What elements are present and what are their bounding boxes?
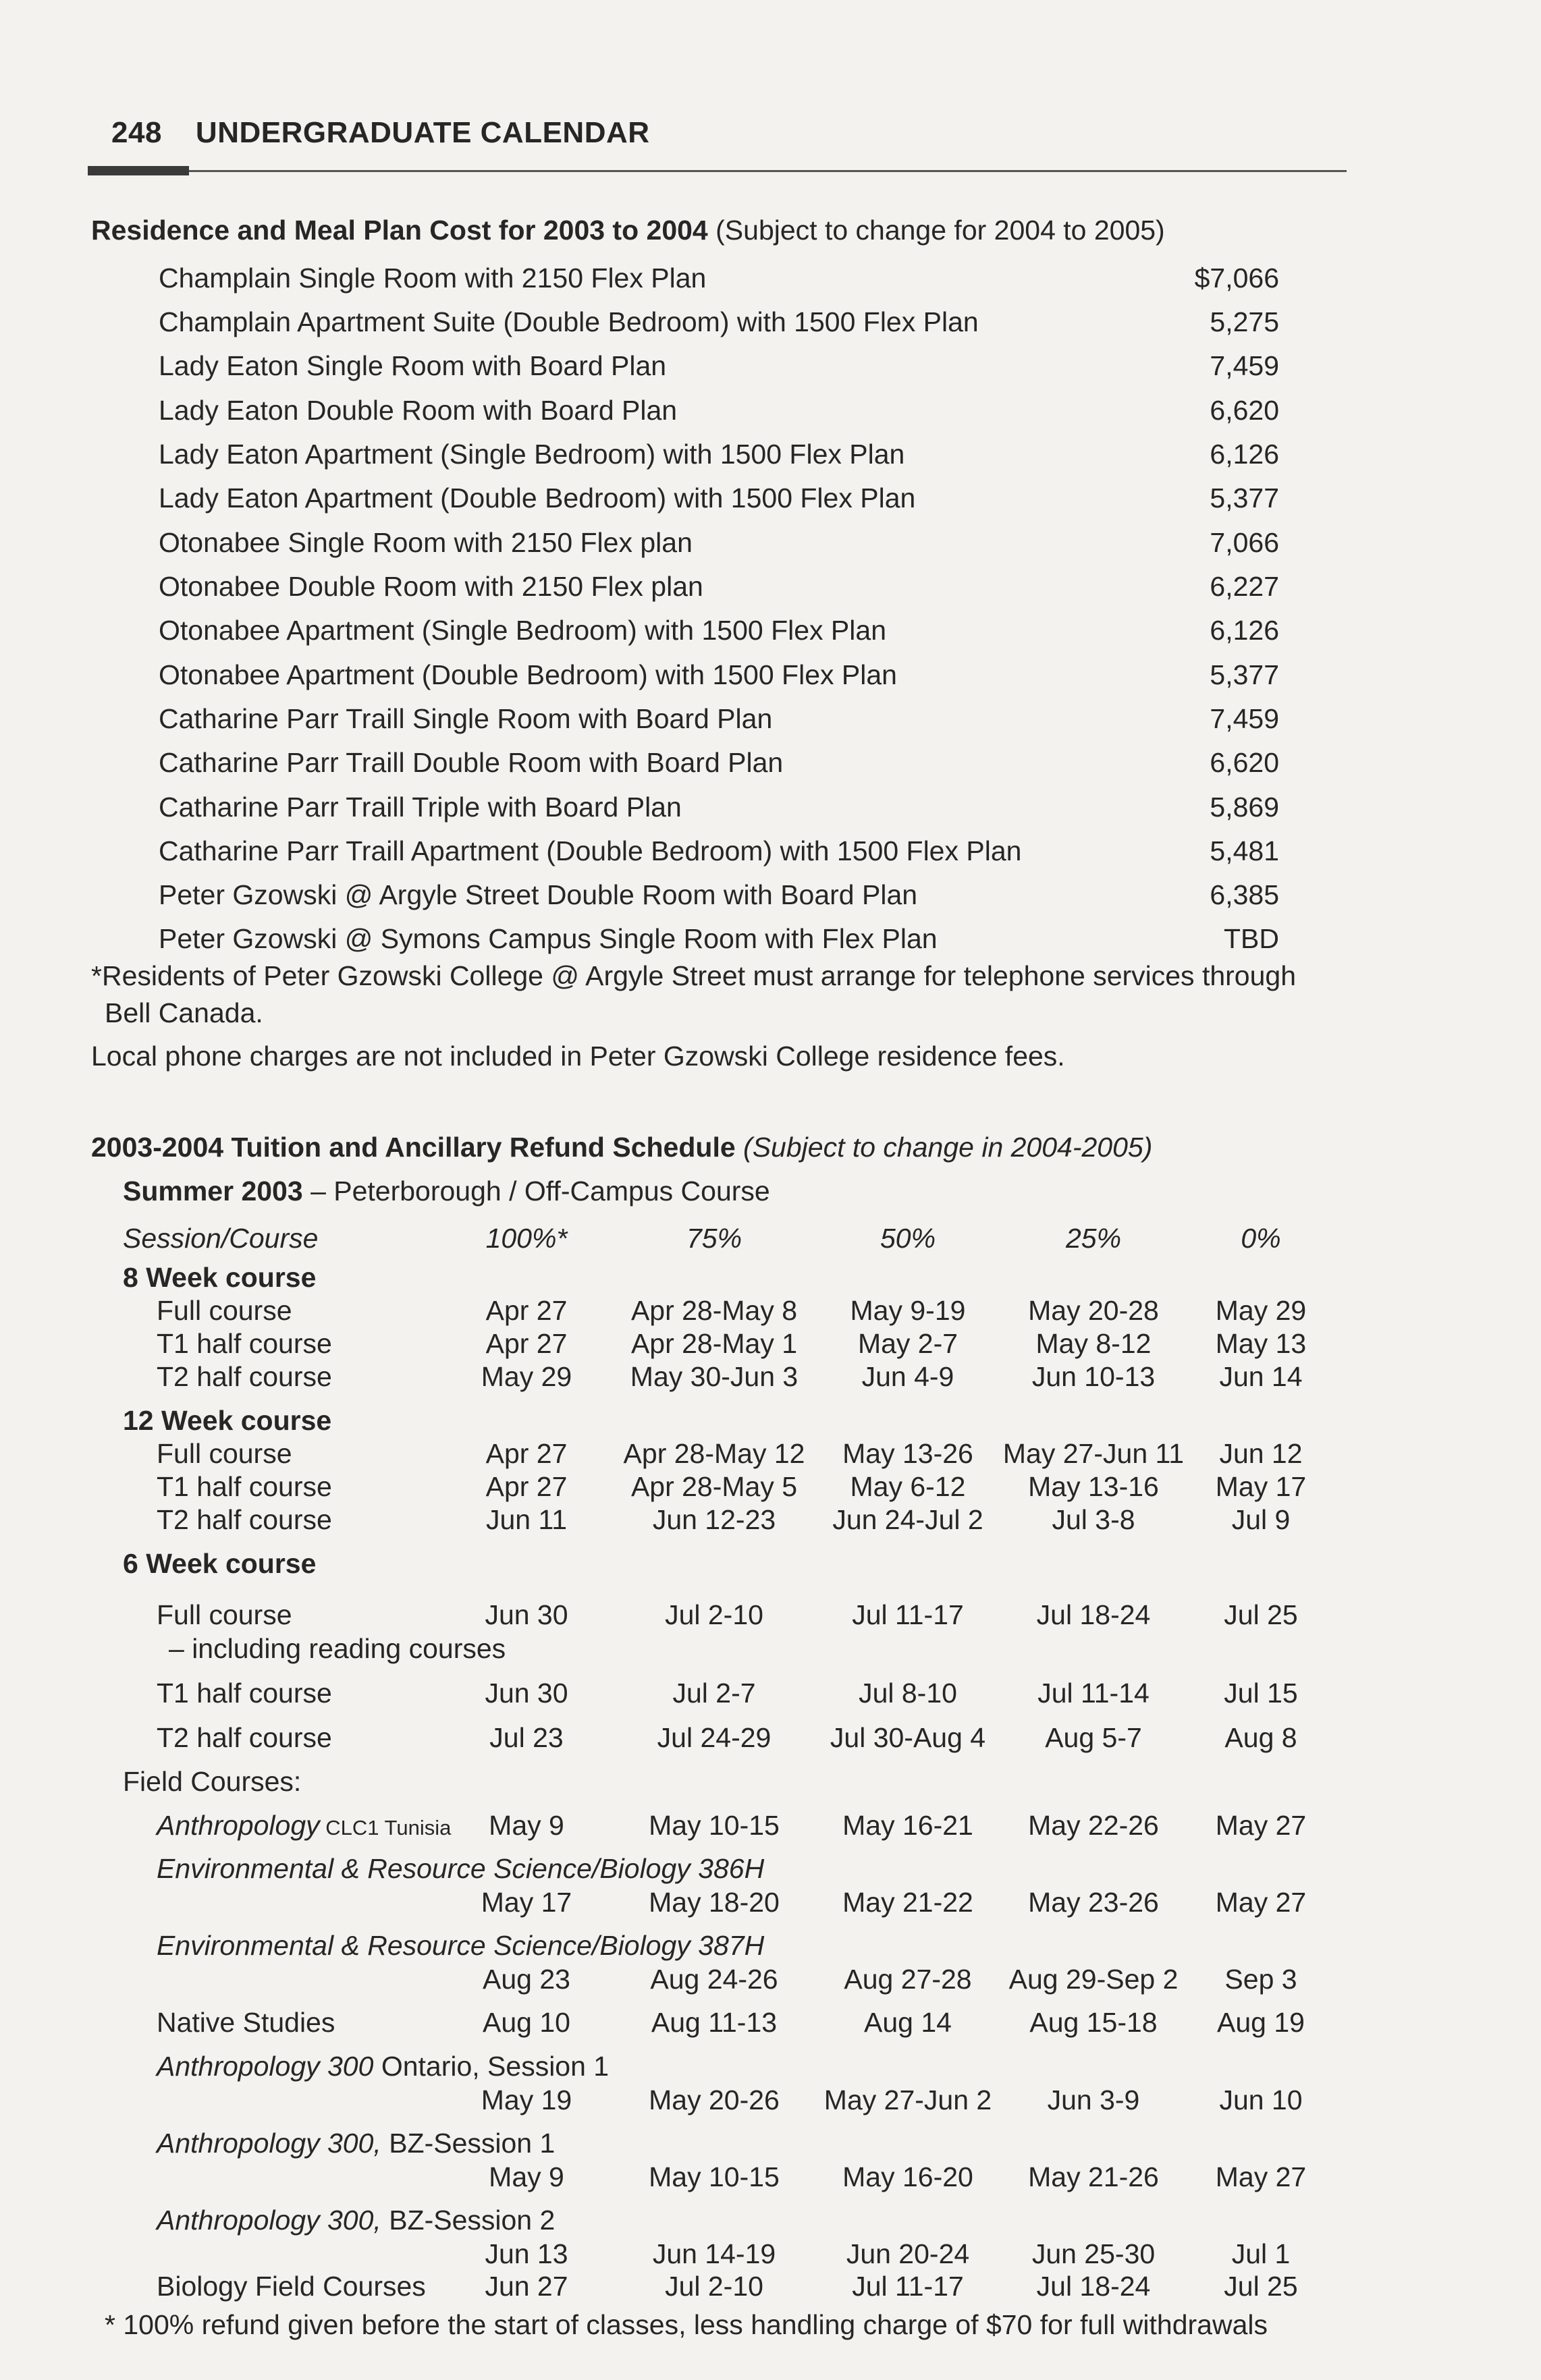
residence-row — [159, 522, 1279, 563]
refund-date: Jun 11 — [485, 1504, 568, 1535]
field-course-italic: Anthropology 300, — [157, 2128, 381, 2159]
refund-date: May 20-26 — [649, 2084, 780, 2115]
residence-label: Lady Eaton Apartment (Single Bedroom) with 1500 Flex Plan — [159, 439, 905, 470]
refund-date: Jun 14-19 — [652, 2238, 776, 2269]
residence-cost: 6,227 — [1210, 571, 1279, 602]
residence-label: Peter Gzowski @ Argyle Street Double Room with Board Plan — [159, 879, 918, 910]
refund-date: May 10-15 — [649, 2161, 780, 2192]
residence-row — [159, 918, 1279, 959]
field-course-label — [157, 1929, 764, 1962]
course-type-label: Full course — [157, 1438, 292, 1469]
field-course-label: Native Studies — [157, 2007, 335, 2038]
residence-label: Otonabee Double Room with 2150 Flex plan — [159, 571, 703, 602]
col-0: 0% — [1241, 1223, 1281, 1254]
residence-cost: $7,066 — [1194, 262, 1279, 294]
refund-date: Aug 14 — [864, 2007, 952, 2038]
course-type-label: Full course — [157, 1295, 292, 1326]
field-course-italic: Environmental & Resource Science/Biology 387H — [157, 1930, 765, 1961]
refund-date: Jun 27 — [485, 2271, 568, 2302]
residence-row — [159, 390, 1279, 431]
group-title-w6: 6 Week course — [123, 1548, 317, 1579]
refund-date: Jul 3-8 — [1052, 1504, 1135, 1535]
refund-date: Jun 4-9 — [861, 1361, 954, 1392]
page-number: 248 — [111, 116, 162, 149]
refund-date: Jul 23 — [489, 1722, 564, 1753]
refund-date: May 27 — [1215, 1887, 1307, 1918]
residence-row — [159, 258, 1279, 298]
residence-label: Catharine Parr Traill Apartment (Double Bedroom) with 1500 Flex Plan — [159, 835, 1022, 866]
refund-title-note: (Subject to change in 2004-2005) — [743, 1132, 1153, 1163]
refund-date: Jul 25 — [1224, 1599, 1298, 1630]
residence-cost: 7,459 — [1210, 350, 1279, 381]
residence-label: Peter Gzowski @ Symons Campus Single Room with Flex Plan — [159, 923, 938, 954]
refund-date: Jun 25-30 — [1031, 2238, 1156, 2269]
residence-cost: 7,459 — [1210, 703, 1279, 734]
refund-date: May 22-26 — [1028, 1810, 1159, 1841]
col-50: 50% — [880, 1223, 936, 1254]
refund-date: Jul 24-29 — [657, 1722, 772, 1753]
refund-date: Jun 30 — [485, 1678, 568, 1709]
refund-date: Jun 10 — [1219, 2084, 1303, 2115]
course-type-label: T1 half course — [157, 1471, 332, 1502]
summer-heading-bold: Summer 2003 — [123, 1175, 303, 1207]
refund-title — [91, 1132, 1152, 1163]
residence-row — [159, 698, 1279, 739]
col-25: 25% — [1065, 1223, 1122, 1254]
course-type-label: Full course — [157, 1599, 292, 1630]
refund-date: Aug 8 — [1224, 1722, 1297, 1753]
refund-date: May 16-20 — [842, 2161, 973, 2192]
refund-date: May 17 — [481, 1887, 572, 1918]
residence-title-bold: Residence and Meal Plan Cost for 2003 to 2004 — [91, 215, 708, 246]
residence-cost: 7,066 — [1210, 527, 1279, 558]
field-course-italic: Anthropology 300, — [157, 2205, 381, 2236]
refund-date: May 29 — [1215, 1295, 1307, 1326]
refund-date: Jul 2-7 — [672, 1678, 756, 1709]
refund-date: May 21-26 — [1028, 2161, 1159, 2192]
residence-cost: 6,126 — [1210, 615, 1279, 646]
refund-date: May 21-22 — [842, 1887, 973, 1918]
course-type-label: T2 half course — [157, 1504, 332, 1535]
field-course-location: CLC1 Tunisia — [319, 1816, 452, 1839]
residence-label: Lady Eaton Single Room with Board Plan — [159, 350, 667, 381]
refund-date: Jun 12-23 — [652, 1504, 776, 1535]
refund-date: Jul 15 — [1224, 1678, 1298, 1709]
course-type-label: T1 half course — [157, 1678, 332, 1709]
residence-cost: 6,126 — [1210, 439, 1279, 470]
refund-date: Apr 27 — [485, 1438, 568, 1469]
refund-date: May 23-26 — [1028, 1887, 1159, 1918]
refund-date: Apr 28-May 8 — [630, 1295, 798, 1326]
residence-cost: 5,377 — [1210, 482, 1279, 514]
refund-date: Jun 30 — [485, 1599, 568, 1630]
refund-date: May 6-12 — [850, 1471, 966, 1502]
page-header — [111, 116, 650, 150]
residence-row — [159, 875, 1279, 915]
refund-date: Jul 18-24 — [1036, 1599, 1151, 1630]
refund-date: Jul 30-Aug 4 — [830, 1722, 986, 1753]
field-course-italic: Environmental & Resource Science/Biology 386H — [157, 1853, 765, 1884]
refund-date: Jun 20-24 — [846, 2238, 970, 2269]
residence-row — [159, 610, 1279, 651]
residence-row — [159, 742, 1279, 783]
refund-date: Aug 19 — [1217, 2007, 1305, 2038]
refund-date: Aug 15-18 — [1029, 2007, 1158, 2038]
refund-date: Aug 29-Sep 2 — [1008, 1964, 1179, 1995]
refund-date: May 10-15 — [649, 1810, 780, 1841]
summer-heading — [123, 1175, 770, 1207]
refund-date: Apr 27 — [485, 1328, 568, 1359]
refund-date: Jun 13 — [485, 2238, 568, 2269]
refund-date: Jul 11-14 — [1037, 1678, 1150, 1709]
residence-label: Champlain Apartment Suite (Double Bedroom) with 1500 Flex Plan — [159, 306, 979, 337]
residence-cost: 5,377 — [1210, 659, 1279, 690]
field-course-label — [157, 1808, 451, 1845]
residence-cost: 6,385 — [1210, 879, 1279, 910]
refund-date: Jun 3-9 — [1047, 2084, 1140, 2115]
refund-date: Jul 1 — [1231, 2238, 1291, 2269]
refund-date: May 29 — [481, 1361, 572, 1392]
residence-label: Lady Eaton Apartment (Double Bedroom) with 1500 Flex Plan — [159, 482, 916, 514]
refund-date: May 19 — [481, 2084, 572, 2115]
residence-title-note: (Subject to change for 2004 to 2005) — [715, 215, 1165, 246]
field-course-label — [157, 2203, 555, 2237]
field-course-label — [157, 2126, 555, 2160]
refund-date: May 16-21 — [842, 1810, 973, 1841]
residence-cost: 6,620 — [1210, 395, 1279, 426]
refund-date: May 13-16 — [1028, 1471, 1159, 1502]
refund-date: May 27-Jun 2 — [823, 2084, 992, 2115]
refund-date: Aug 10 — [483, 2007, 570, 2038]
residence-row — [159, 831, 1279, 871]
refund-date: Sep 3 — [1224, 1964, 1297, 1995]
field-course-session: BZ-Session 2 — [381, 2205, 556, 2236]
refund-date: May 27 — [1215, 2161, 1307, 2192]
header-rule — [88, 170, 1347, 172]
refund-date: May 9 — [489, 2161, 564, 2192]
header-title: UNDERGRADUATE CALENDAR — [195, 116, 650, 149]
refund-date: Apr 28-May 5 — [630, 1471, 798, 1502]
refund-footnote: * 100% refund given before the start of classes, less handling charge of $70 for full withdrawals — [105, 2309, 1268, 2340]
field-course-label — [157, 2049, 609, 2083]
field-course-italic: Anthropology 300 — [157, 2051, 374, 2082]
field-courses-title: Field Courses: — [123, 1766, 302, 1797]
refund-title-bold: 2003-2004 Tuition and Ancillary Refund Schedule — [91, 1132, 736, 1163]
refund-date: Jun 24-Jul 2 — [832, 1504, 983, 1535]
refund-date: May 30-Jun 3 — [630, 1361, 799, 1392]
residence-row — [159, 478, 1279, 518]
col-session-course: Session/Course — [123, 1223, 319, 1254]
residence-cost: 5,869 — [1210, 792, 1279, 823]
refund-date: Jul 18-24 — [1036, 2271, 1151, 2302]
residence-row — [159, 302, 1279, 342]
refund-date: May 13 — [1215, 1328, 1307, 1359]
residence-cost: 5,275 — [1210, 306, 1279, 337]
residence-row — [159, 434, 1279, 474]
group-title-w12: 12 Week course — [123, 1405, 332, 1436]
refund-date: May 13-26 — [842, 1438, 973, 1469]
refund-date: Aug 23 — [483, 1964, 570, 1995]
refund-date: Apr 27 — [485, 1295, 568, 1326]
refund-date: May 9 — [489, 1810, 564, 1841]
residence-label: Catharine Parr Traill Triple with Board Plan — [159, 792, 682, 823]
refund-date: May 18-20 — [649, 1887, 780, 1918]
residence-label: Otonabee Apartment (Double Bedroom) with 1500 Flex Plan — [159, 659, 897, 690]
refund-date: May 8-12 — [1035, 1328, 1152, 1359]
residence-label: Champlain Single Room with 2150 Flex Plan — [159, 262, 707, 294]
residence-label: Lady Eaton Double Room with Board Plan — [159, 395, 678, 426]
residence-cost: 6,620 — [1210, 747, 1279, 778]
residence-cost: 5,481 — [1210, 835, 1279, 866]
refund-date: May 20-28 — [1028, 1295, 1159, 1326]
residence-row — [159, 566, 1279, 607]
refund-date: Jul 8-10 — [859, 1678, 957, 1709]
refund-date: Aug 5-7 — [1045, 1722, 1142, 1753]
residence-row — [159, 787, 1279, 827]
course-type-sublabel: – including reading courses — [169, 1633, 506, 1664]
refund-date: Aug 24-26 — [650, 1964, 778, 1995]
field-course-label — [157, 1852, 764, 1885]
refund-date: Jul 2-10 — [665, 2271, 763, 2302]
refund-date: Jul 11-17 — [852, 1599, 964, 1630]
refund-date: May 9-19 — [850, 1295, 966, 1326]
residence-note-line2: Bell Canada. — [105, 997, 263, 1028]
refund-date: Jul 9 — [1231, 1504, 1291, 1535]
refund-date: Apr 28-May 12 — [623, 1438, 805, 1469]
refund-date: Jul 11-17 — [852, 2271, 964, 2302]
residence-note-phone: Local phone charges are not included in Peter Gzowski College residence fees. — [91, 1041, 1065, 1072]
group-title-w8: 8 Week course — [123, 1262, 317, 1293]
field-course-italic: Anthropology — [157, 1810, 320, 1841]
residence-title — [91, 215, 1165, 246]
residence-cost: TBD — [1224, 923, 1279, 954]
field-course-label: Biology Field Courses — [157, 2271, 426, 2302]
refund-date: Jul 25 — [1224, 2271, 1298, 2302]
col-100: 100%* — [485, 1223, 568, 1254]
residence-note-line1: *Residents of Peter Gzowski College @ Argyle Street must arrange for telephone services through — [91, 960, 1297, 991]
summer-heading-rest: – Peterborough / Off-Campus Course — [302, 1175, 770, 1207]
residence-row — [159, 655, 1279, 695]
refund-date: Apr 28-May 1 — [630, 1328, 798, 1359]
refund-date: Jun 10-13 — [1031, 1361, 1156, 1392]
residence-row — [159, 345, 1279, 386]
residence-label: Catharine Parr Traill Double Room with Board Plan — [159, 747, 784, 778]
residence-label: Otonabee Single Room with 2150 Flex plan — [159, 527, 693, 558]
refund-date: May 27-Jun 11 — [1002, 1438, 1185, 1469]
course-type-label: T2 half course — [157, 1361, 332, 1392]
residence-label: Otonabee Apartment (Single Bedroom) with 1500 Flex Plan — [159, 615, 886, 646]
refund-date: May 27 — [1215, 1810, 1307, 1841]
refund-date: Jun 12 — [1219, 1438, 1303, 1469]
refund-date: May 2-7 — [857, 1328, 958, 1359]
field-course-session: BZ-Session 1 — [381, 2128, 556, 2159]
course-type-label: T1 half course — [157, 1328, 332, 1359]
refund-date: Jun 14 — [1219, 1361, 1303, 1392]
header-rule-block — [88, 166, 189, 175]
refund-date: Aug 11-13 — [651, 2007, 778, 2038]
refund-date: Apr 27 — [485, 1471, 568, 1502]
refund-date: Aug 27-28 — [844, 1964, 972, 1995]
residence-label: Catharine Parr Traill Single Room with Board Plan — [159, 703, 773, 734]
field-course-session: Ontario, Session 1 — [373, 2051, 610, 2082]
col-75: 75% — [686, 1223, 742, 1254]
refund-date: May 17 — [1215, 1471, 1307, 1502]
course-type-label: T2 half course — [157, 1722, 332, 1753]
refund-date: Jul 2-10 — [665, 1599, 763, 1630]
